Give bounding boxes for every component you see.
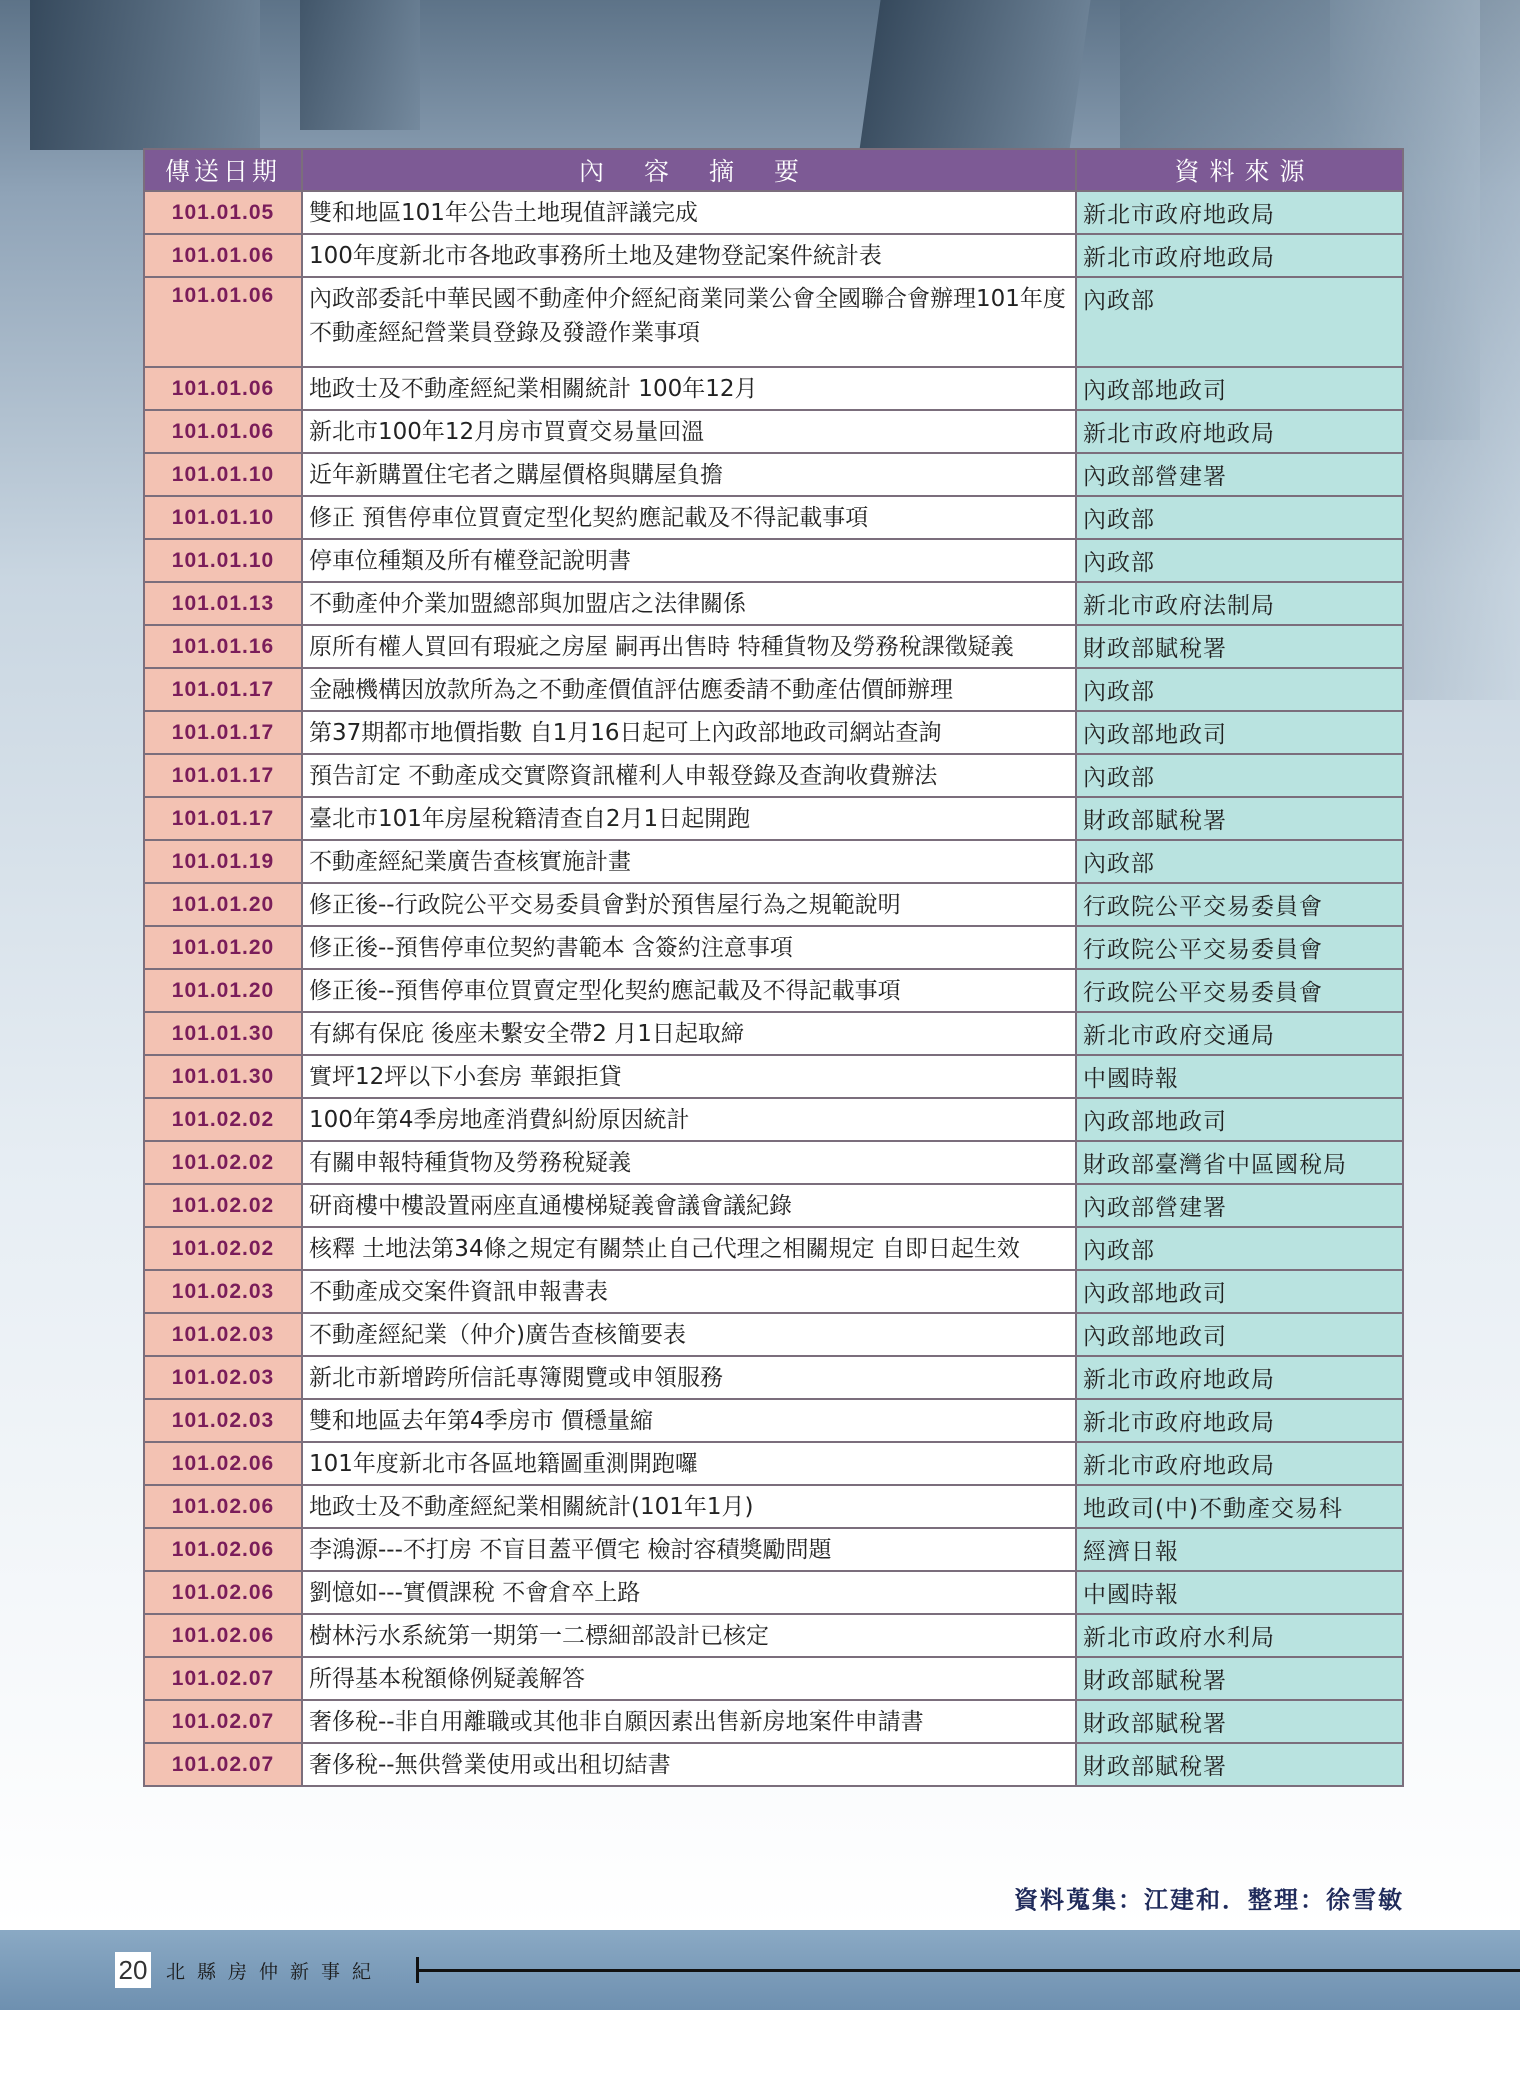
- row-source: 內政部: [1076, 840, 1403, 883]
- table-row: [144, 883, 1403, 926]
- table-row: [144, 1227, 1403, 1270]
- row-date: 101.01.06: [144, 277, 302, 367]
- row-summary: 核釋 土地法第34條之規定有關禁止自己代理之相關規定 自即日起生效: [302, 1227, 1076, 1270]
- table-row: [144, 410, 1403, 453]
- row-source: 新北市政府地政局: [1076, 1399, 1403, 1442]
- row-summary: 金融機構因放款所為之不動產價值評估應委請不動產估價師辦理: [302, 668, 1076, 711]
- row-source: 地政司(中)不動產交易科: [1076, 1485, 1403, 1528]
- row-date: 101.01.16: [144, 625, 302, 668]
- row-summary: 有關申報特種貨物及勞務稅疑義: [302, 1141, 1076, 1184]
- row-summary: 有綁有保庇 後座未繫安全帶2 月1日起取締: [302, 1012, 1076, 1055]
- table-row: [144, 1141, 1403, 1184]
- row-source: 內政部營建署: [1076, 453, 1403, 496]
- row-date: 101.02.03: [144, 1356, 302, 1399]
- row-date: 101.01.06: [144, 367, 302, 410]
- row-source: 財政部賦稅署: [1076, 625, 1403, 668]
- row-summary: 近年新購置住宅者之購屋價格與購屋負擔: [302, 453, 1076, 496]
- row-source: 財政部賦稅署: [1076, 797, 1403, 840]
- row-source: 內政部: [1076, 754, 1403, 797]
- row-summary: 實坪12坪以下小套房 華銀拒貸: [302, 1055, 1076, 1098]
- magazine-title: 北縣房仲新事紀: [166, 1961, 384, 1983]
- row-source: 中國時報: [1076, 1055, 1403, 1098]
- row-summary: 臺北市101年房屋稅籍清查自2月1日起開跑: [302, 797, 1076, 840]
- row-source: 內政部地政司: [1076, 1098, 1403, 1141]
- row-summary: 第37期都市地價指數 自1月16日起可上內政部地政司網站查詢: [302, 711, 1076, 754]
- row-source: 行政院公平交易委員會: [1076, 969, 1403, 1012]
- table-body: [144, 191, 1403, 1786]
- row-summary: 修正後--行政院公平交易委員會對於預售屋行為之規範說明: [302, 883, 1076, 926]
- row-summary: 雙和地區去年第4季房市 價穩量縮: [302, 1399, 1076, 1442]
- row-source: 內政部營建署: [1076, 1184, 1403, 1227]
- row-source: 行政院公平交易委員會: [1076, 926, 1403, 969]
- row-date: 101.01.30: [144, 1055, 302, 1098]
- row-source: 新北市政府法制局: [1076, 582, 1403, 625]
- row-date: 101.01.06: [144, 234, 302, 277]
- page-number: 20: [115, 1952, 151, 1988]
- row-source: 經濟日報: [1076, 1528, 1403, 1571]
- row-date: 101.01.20: [144, 883, 302, 926]
- row-summary: 不動產成交案件資訊申報書表: [302, 1270, 1076, 1313]
- table-header-row: [144, 149, 1403, 191]
- row-summary: 不動產經紀業（仲介)廣告查核簡要表: [302, 1313, 1076, 1356]
- table-row: [144, 1743, 1403, 1786]
- row-date: 101.02.03: [144, 1313, 302, 1356]
- row-summary: 不動產仲介業加盟總部與加盟店之法律關係: [302, 582, 1076, 625]
- row-date: 101.01.10: [144, 496, 302, 539]
- row-date: 101.01.17: [144, 711, 302, 754]
- row-source: 中國時報: [1076, 1571, 1403, 1614]
- row-summary: 樹林污水系統第一期第一二標細部設計已核定: [302, 1614, 1076, 1657]
- table-row: [144, 539, 1403, 582]
- row-source: 新北市政府交通局: [1076, 1012, 1403, 1055]
- table-row: [144, 797, 1403, 840]
- building-graphic: [300, 0, 420, 130]
- row-date: 101.02.06: [144, 1485, 302, 1528]
- row-date: 101.02.06: [144, 1571, 302, 1614]
- row-source: 內政部地政司: [1076, 367, 1403, 410]
- row-source: 新北市政府水利局: [1076, 1614, 1403, 1657]
- row-summary: 奢侈稅--無供營業使用或出租切結書: [302, 1743, 1076, 1786]
- row-source: 財政部臺灣省中區國稅局: [1076, 1141, 1403, 1184]
- row-summary: 新北市新增跨所信託專簿閱覽或申領服務: [302, 1356, 1076, 1399]
- row-summary: 修正 預售停車位買賣定型化契約應記載及不得記載事項: [302, 496, 1076, 539]
- table-row: [144, 969, 1403, 1012]
- row-date: 101.02.07: [144, 1743, 302, 1786]
- table-row: [144, 1485, 1403, 1528]
- footer-rule: [416, 1969, 1520, 1972]
- table-row: [144, 1442, 1403, 1485]
- row-source: 內政部: [1076, 277, 1403, 367]
- table-row: [144, 668, 1403, 711]
- table-row: [144, 234, 1403, 277]
- header-date: 傳送日期: [144, 149, 302, 191]
- table-row: [144, 1313, 1403, 1356]
- row-date: 101.01.20: [144, 969, 302, 1012]
- row-date: 101.02.07: [144, 1700, 302, 1743]
- row-date: 101.01.30: [144, 1012, 302, 1055]
- row-date: 101.01.10: [144, 539, 302, 582]
- row-source: 財政部賦稅署: [1076, 1657, 1403, 1700]
- row-source: 內政部地政司: [1076, 711, 1403, 754]
- table-row: [144, 191, 1403, 234]
- table-row: [144, 1098, 1403, 1141]
- row-date: 101.02.06: [144, 1442, 302, 1485]
- row-source: 新北市政府地政局: [1076, 191, 1403, 234]
- row-date: 101.02.07: [144, 1657, 302, 1700]
- header-source: 資料來源: [1076, 149, 1403, 191]
- row-source: 財政部賦稅署: [1076, 1700, 1403, 1743]
- row-summary: 研商樓中樓設置兩座直通樓梯疑義會議會議紀錄: [302, 1184, 1076, 1227]
- table-row: [144, 625, 1403, 668]
- row-summary: 預告訂定 不動產成交實際資訊權利人申報登錄及查詢收費辦法: [302, 754, 1076, 797]
- row-summary: 雙和地區101年公告土地現值評議完成: [302, 191, 1076, 234]
- row-date: 101.02.03: [144, 1399, 302, 1442]
- row-date: 101.02.02: [144, 1227, 302, 1270]
- building-graphic: [30, 0, 260, 150]
- table-row: [144, 496, 1403, 539]
- table-row: [144, 453, 1403, 496]
- row-summary: 地政士及不動產經紀業相關統計(101年1月): [302, 1485, 1076, 1528]
- row-date: 101.02.03: [144, 1270, 302, 1313]
- row-date: 101.02.02: [144, 1184, 302, 1227]
- table-row: [144, 1571, 1403, 1614]
- row-summary: 修正後--預售停車位契約書範本 含簽約注意事項: [302, 926, 1076, 969]
- row-summary: 李鴻源---不打房 不盲目蓋平價宅 檢討容積獎勵問題: [302, 1528, 1076, 1571]
- table-row: [144, 1055, 1403, 1098]
- table-row: [144, 754, 1403, 797]
- row-date: 101.01.13: [144, 582, 302, 625]
- row-date: 101.02.02: [144, 1141, 302, 1184]
- row-date: 101.01.06: [144, 410, 302, 453]
- table-row: [144, 1270, 1403, 1313]
- row-summary: 內政部委託中華民國不動產仲介經紀商業同業公會全國聯合會辦理101年度不動產經紀營業員登錄及發證作業事項: [302, 277, 1076, 367]
- row-source: 內政部: [1076, 668, 1403, 711]
- table-row: [144, 1700, 1403, 1743]
- table-row: [144, 711, 1403, 754]
- row-source: 內政部: [1076, 1227, 1403, 1270]
- row-source: 財政部賦稅署: [1076, 1743, 1403, 1786]
- row-date: 101.01.17: [144, 754, 302, 797]
- row-summary: 劉憶如---實價課稅 不會倉卒上路: [302, 1571, 1076, 1614]
- table-row: [144, 1356, 1403, 1399]
- row-summary: 不動產經紀業廣告查核實施計畫: [302, 840, 1076, 883]
- row-summary: 停車位種類及所有權登記說明書: [302, 539, 1076, 582]
- row-source: 內政部: [1076, 496, 1403, 539]
- row-source: 新北市政府地政局: [1076, 234, 1403, 277]
- table-row: [144, 277, 1403, 367]
- row-summary: 奢侈稅--非自用離職或其他非自願因素出售新房地案件申請書: [302, 1700, 1076, 1743]
- header-summary: 內容摘要: [302, 149, 1076, 191]
- table-row: [144, 1012, 1403, 1055]
- row-summary: 地政士及不動產經紀業相關統計 100年12月: [302, 367, 1076, 410]
- row-summary: 100年度新北市各地政事務所土地及建物登記案件統計表: [302, 234, 1076, 277]
- row-source: 內政部地政司: [1076, 1313, 1403, 1356]
- row-source: 新北市政府地政局: [1076, 1356, 1403, 1399]
- table-row: [144, 1614, 1403, 1657]
- row-summary: 新北市100年12月房市買賣交易量回溫: [302, 410, 1076, 453]
- row-summary: 100年第4季房地產消費糾紛原因統計: [302, 1098, 1076, 1141]
- row-date: 101.01.20: [144, 926, 302, 969]
- table-row: [144, 1528, 1403, 1571]
- compiler-credit: 資料蒐集：江建和．整理：徐雪敏: [1014, 1886, 1404, 1914]
- table-row: [144, 1399, 1403, 1442]
- table-row: [144, 840, 1403, 883]
- row-date: 101.01.05: [144, 191, 302, 234]
- table-row: [144, 1184, 1403, 1227]
- row-source: 新北市政府地政局: [1076, 1442, 1403, 1485]
- row-source: 內政部地政司: [1076, 1270, 1403, 1313]
- row-summary: 原所有權人買回有瑕疵之房屋 嗣再出售時 特種貨物及勞務稅課徵疑義: [302, 625, 1076, 668]
- row-source: 新北市政府地政局: [1076, 410, 1403, 453]
- row-date: 101.01.17: [144, 797, 302, 840]
- row-date: 101.02.06: [144, 1614, 302, 1657]
- row-summary: 101年度新北市各區地籍圖重測開跑囉: [302, 1442, 1076, 1485]
- row-date: 101.02.02: [144, 1098, 302, 1141]
- row-source: 行政院公平交易委員會: [1076, 883, 1403, 926]
- building-graphic: [859, 0, 1090, 150]
- row-source: 內政部: [1076, 539, 1403, 582]
- news-table: [143, 148, 1404, 1787]
- row-date: 101.01.10: [144, 453, 302, 496]
- table-row: [144, 367, 1403, 410]
- row-date: 101.01.17: [144, 668, 302, 711]
- row-summary: 修正後--預售停車位買賣定型化契約應記載及不得記載事項: [302, 969, 1076, 1012]
- row-summary: 所得基本稅額條例疑義解答: [302, 1657, 1076, 1700]
- table-row: [144, 1657, 1403, 1700]
- row-date: 101.01.19: [144, 840, 302, 883]
- row-date: 101.02.06: [144, 1528, 302, 1571]
- table-row: [144, 582, 1403, 625]
- table-row: [144, 926, 1403, 969]
